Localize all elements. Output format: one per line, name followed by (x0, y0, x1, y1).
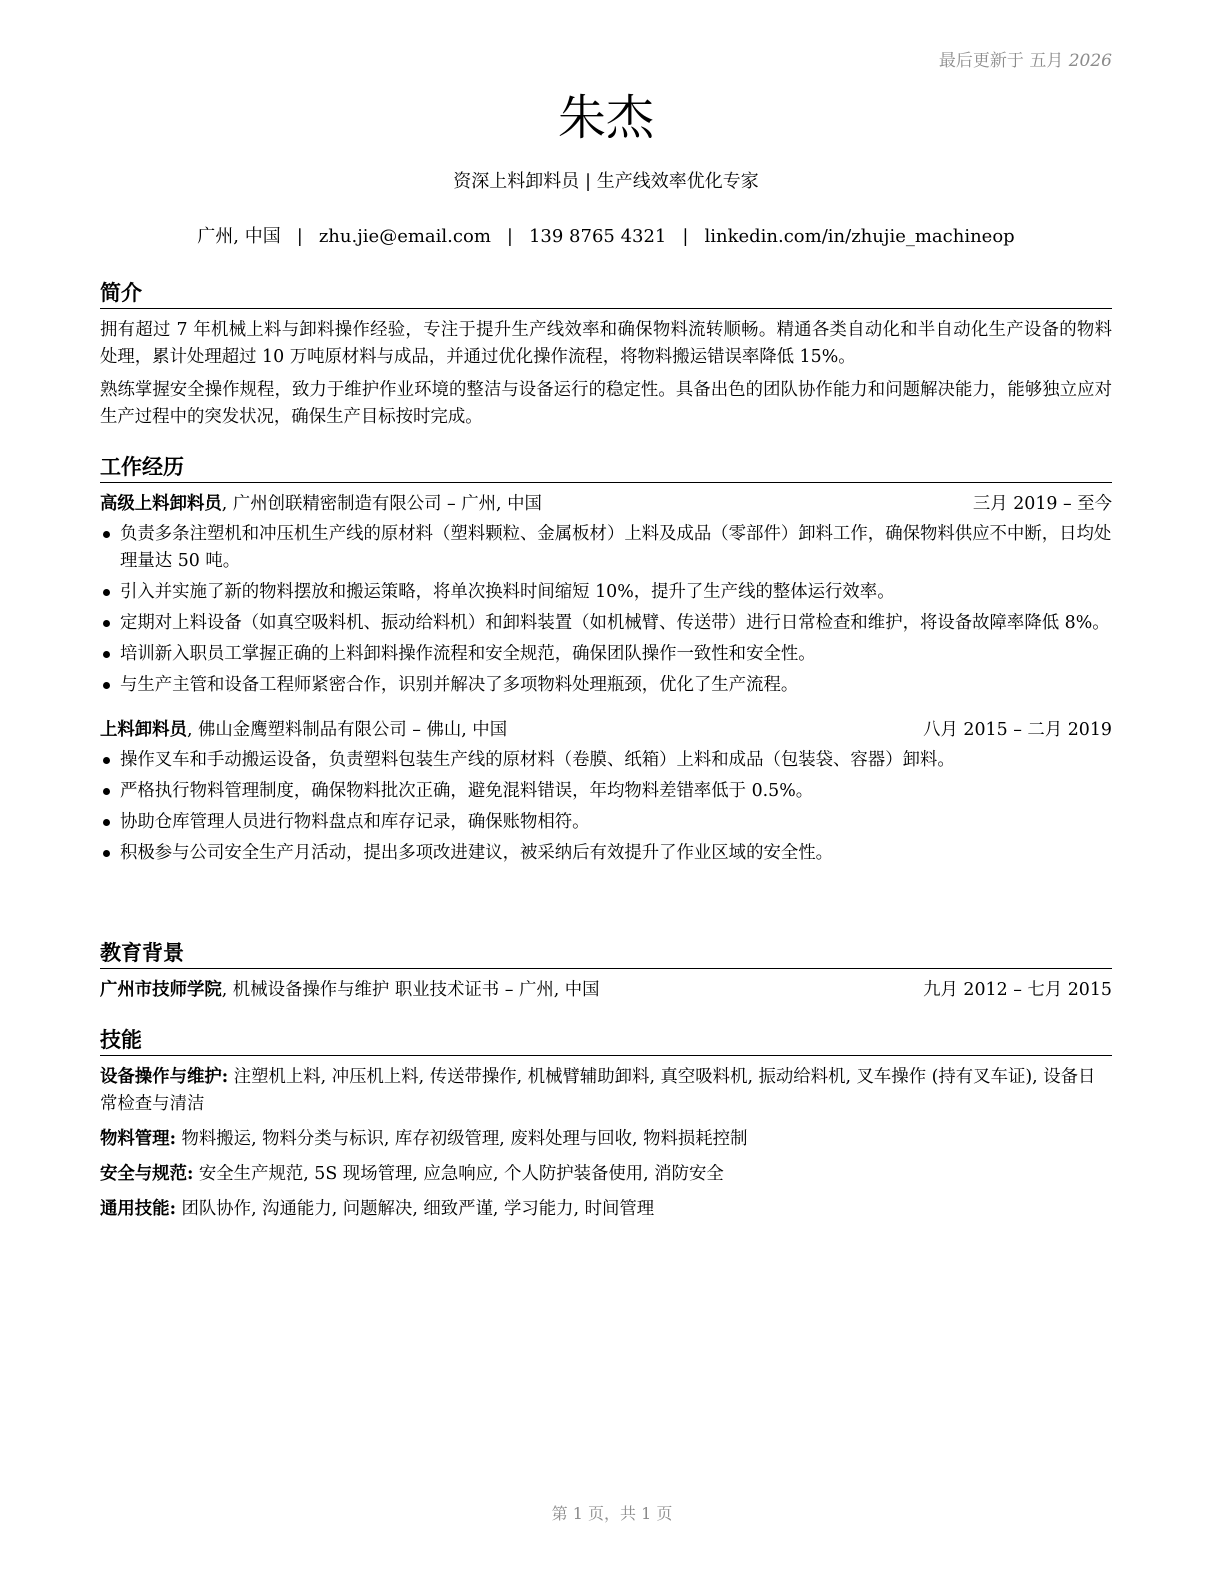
job-entry (100, 491, 1112, 699)
summary-paragraph: 熟练掌握安全操作规程，致力于维护作业环境的整洁与设备运行的稳定性。具备出色的团队协作能力和问题解决能力，能够独立应对生产过程中的突发状况，确保生产目标按时完成。 (100, 380, 1112, 427)
summary-section (100, 278, 1112, 437)
education-dates: 九月 2012 – 七月 2015 (923, 980, 1112, 1000)
job-role: 上料卸料员 (100, 720, 187, 740)
skill-label: 设备操作与维护: (100, 1067, 229, 1087)
bullet-item: 协助仓库管理人员进行物料盘点和库存记录，确保账物相符。 (100, 809, 1112, 836)
bullet-item: 操作叉车和手动搬运设备，负责塑料包装生产线的原材料（卷膜、纸箱）上料和成品（包装袋、容器）卸料。 (100, 747, 1112, 774)
skill-value: 团队协作, 沟通能力, 问题解决, 细致严谨, 学习能力, 时间管理 (175, 1199, 655, 1219)
bullet-item: 严格执行物料管理制度，确保物料批次正确，避免混料错误，年均物料差错率低于 0.5%。 (100, 778, 1112, 805)
skill-line (100, 1161, 1112, 1188)
job-title-company (100, 491, 542, 518)
bullet-item: 引入并实施了新的物料摆放和搬运策略，将单次换料时间缩短 10%，提升了生产线的整体运行效率。 (100, 579, 1112, 606)
skill-line (100, 1196, 1112, 1223)
job-header (100, 717, 1112, 744)
section-title-summary: 简介 (100, 278, 1112, 309)
job-company: , 佛山金鹰塑料制品有限公司 – 佛山, 中国 (186, 720, 508, 740)
separator: | (682, 226, 689, 247)
experience-section (100, 452, 1112, 871)
job-title-company (100, 717, 507, 744)
skill-line (100, 1064, 1112, 1118)
separator: | (506, 226, 513, 247)
bullet-item: 积极参与公司安全生产月活动，提出多项改进建议，被采纳后有效提升了作业区域的安全性。 (100, 840, 1112, 867)
job-role: 高级上料卸料员 (100, 494, 222, 514)
section-title-experience: 工作经历 (100, 452, 1112, 483)
skill-value: 注塑机上料, 冲压机上料, 传送带操作, 机械臂辅助卸料, 真空吸料机, 振动给料机, 叉车操作 (持有叉车证), 设备日常检查与清洁 (100, 1067, 1096, 1114)
job-bullets (100, 521, 1112, 699)
section-title-education: 教育背景 (100, 938, 1112, 969)
last-updated-year: 2026 (1068, 51, 1112, 71)
skill-label: 物料管理: (100, 1129, 176, 1149)
page-number: 第 1 页，共 1 页 (551, 1504, 673, 1523)
job-entry (100, 717, 1112, 867)
skills-section (100, 1025, 1112, 1231)
location: 广州, 中国 (197, 226, 281, 247)
last-updated-month: 五月 (1029, 51, 1064, 71)
education-school: 广州市技师学院 (100, 980, 222, 1000)
skill-label: 安全与规范: (100, 1164, 194, 1184)
job-dates: 八月 2015 – 二月 2019 (923, 720, 1112, 740)
skill-line (100, 1126, 1112, 1153)
contact-line (100, 224, 1112, 250)
bullet-item: 负责多条注塑机和冲压机生产线的原材料（塑料颗粒、金属板材）上料及成品（零部件）卸料工作，确保物料供应不中断，日均处理量达 50 吨。 (100, 521, 1112, 575)
phone-number: 139 8765 4321 (528, 226, 667, 247)
section-title-skills: 技能 (100, 1025, 1112, 1056)
job-dates: 三月 2019 – 至今 (972, 494, 1112, 514)
linkedin-link[interactable]: linkedin.com/in/zhujie_machineop (704, 226, 1015, 247)
candidate-name: 朱杰 (557, 90, 654, 146)
headline: 资深上料卸料员 | 生产线效率优化专家 (453, 171, 759, 192)
job-header (100, 491, 1112, 518)
education-detail: , 机械设备操作与维护 职业技术证书 – 广州, 中国 (221, 980, 600, 1000)
skill-label: 通用技能: (100, 1199, 176, 1219)
email-link[interactable]: zhu.jie@email.com (318, 226, 491, 247)
bullet-item: 定期对上料设备（如真空吸料机、振动给料机）和卸料装置（如机械臂、传送带）进行日常检查和维护，将设备故障率降低 8%。 (100, 610, 1112, 637)
bullet-item: 与生产主管和设备工程师紧密合作，识别并解决了多项物料处理瓶颈，优化了生产流程。 (100, 672, 1112, 699)
last-updated-label: 最后更新于 (938, 51, 1024, 71)
last-updated (939, 46, 1112, 71)
skill-value: 物料搬运, 物料分类与标识, 库存初级管理, 废料处理与回收, 物料损耗控制 (175, 1129, 748, 1149)
separator: | (296, 226, 303, 247)
education-section (100, 938, 1112, 1004)
summary-paragraph: 拥有超过 7 年机械上料与卸料操作经验，专注于提升生产线效率和确保物料流转顺畅。精通各类自动化和半自动化生产设备的物料处理，累计处理超过 10 万吨原材料与成品，并通过优化操作流程，将物料搬运错误率降低 15%。 (100, 320, 1112, 367)
education-entry (100, 977, 1112, 1004)
job-company: , 广州创联精密制造有限公司 – 广州, 中国 (221, 494, 542, 514)
bullet-item: 培训新入职员工掌握正确的上料卸料操作流程和安全规范，确保团队操作一致性和安全性。 (100, 641, 1112, 668)
skill-value: 安全生产规范, 5S 现场管理, 应急响应, 个人防护装备使用, 消防安全 (193, 1164, 724, 1184)
education-school-detail (100, 977, 600, 1004)
job-bullets (100, 747, 1112, 867)
